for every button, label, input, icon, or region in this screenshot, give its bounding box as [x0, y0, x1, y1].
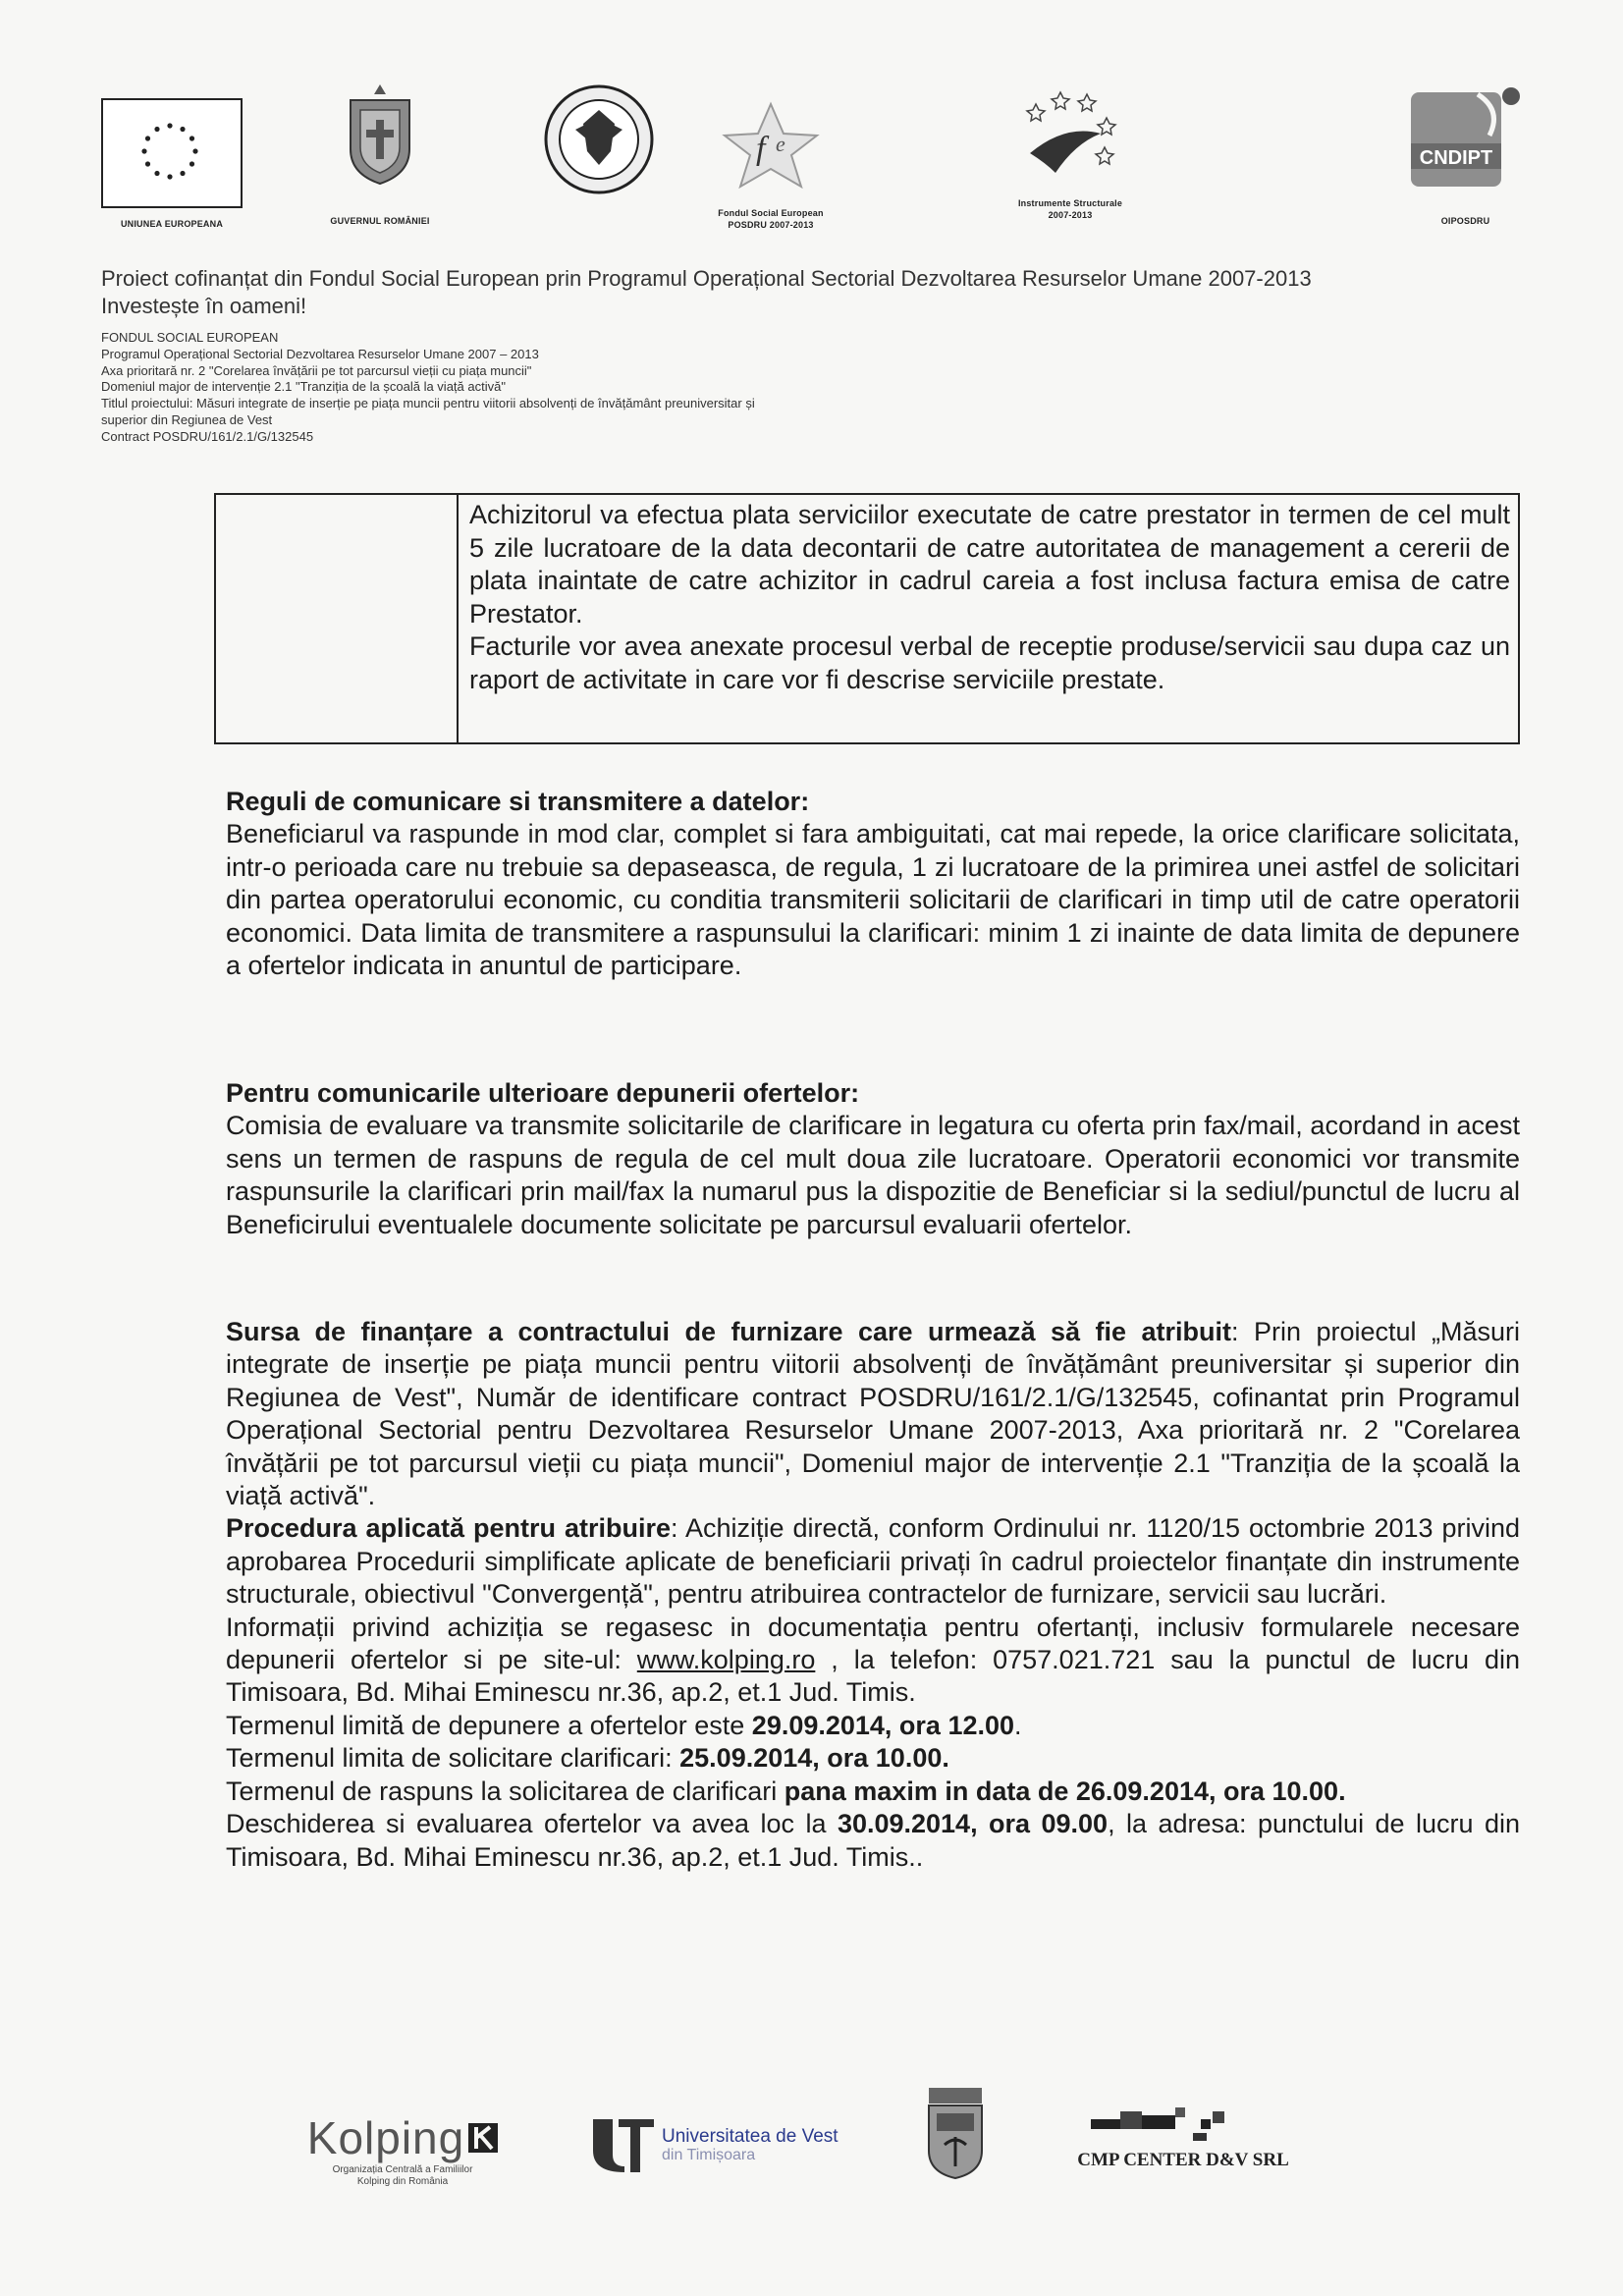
answer-value: pana maxim in data de 26.09.2014, ora 10.00.: [784, 1776, 1346, 1806]
fse-caption: Fondul Social European: [718, 208, 824, 218]
procedure-paragraph: [226, 1512, 1520, 1611]
kolping-subtitle-2: Kolping din România: [356, 2176, 449, 2187]
deadline-paragraph: [226, 1710, 1520, 1742]
procedure-text: : Achiziție directă, conform Ordinului nr. 1120/15 octombrie 2013 privind aprobarea Procedurii simplificate aplicate de beneficiarii privați în cadrul proiectelor finanțate din instrumente structurale, obiectivul "Convergență", pentru atribuirea contractelor de furnizare, servicii sau lucrări.: [226, 1513, 1521, 1610]
detail-line: Contract POSDRU/161/2.1/G/132545: [101, 428, 314, 444]
clarification-paragraph: [226, 1742, 1520, 1775]
funding-paragraph: [226, 1316, 1520, 1512]
deadline-end: .: [1014, 1710, 1022, 1740]
info-text-1: Informații privind achiziția se regasesc in documentația pentru ofertanți, inclusiv formularele necesare depunerii ofertelor si pe site-ul:: [226, 1612, 1520, 1675]
cndipt-logo-icon: [1409, 81, 1522, 189]
answer-paragraph: [226, 1776, 1520, 1808]
later-communication-text: Comisia de evaluare va transmite solicitarile de clarificare in legatura cu oferta prin fax/mail, acordand in acest sens un termen de raspuns de regula de cel mult doua zile lucratoare. Operatorii economici vor transmite raspunsurile la clarificari prin mail/fax la numarul pus la dispozitie de Beneficiar si la sediul/punctul de lucru al Beneficirului eventualele documente solicitate pe parcursul evaluarii ofertelor.: [226, 1111, 1520, 1239]
detail-line: Programul Operațional Sectorial Dezvoltarea Resurselor Umane 2007 – 2013: [101, 346, 539, 361]
gov-logo: [316, 81, 444, 227]
structural-caption-2: 2007-2013: [1048, 210, 1093, 220]
detail-line: FONDUL SOCIAL EUROPEAN: [101, 330, 279, 345]
romania-seal-icon: [540, 81, 658, 198]
payment-terms: Achizitorul va efectua plata serviciilor executate de catre prestator in termen de cel mult 5 zile lucratoare de la data decontarii de catre autoritatea de management a cererii de plata inaintate de catre achizitor in cadrul careia a fost inclusa factura emisa de catre Prestator.: [469, 500, 1510, 629]
eu-caption: UNIUNEA EUROPEANA: [120, 219, 224, 229]
table-right-cell: [469, 499, 1510, 696]
structural-caption: Instrumente Structurale: [1017, 198, 1123, 208]
opening-value: 30.09.2014, ora 09.00: [837, 1809, 1109, 1839]
eu-logo: [98, 98, 245, 230]
later-communication-section: [226, 1077, 1520, 1241]
cndipt-logo: [1409, 81, 1522, 227]
eu-flag-icon: [101, 98, 243, 208]
project-details: [101, 330, 1083, 446]
funding-section: [226, 1316, 1520, 1874]
opening-end: , la adresa: punctului de lucru din Timisoara, Bd. Mihai Eminescu nr.36, ap.2, et.1 Jud. Timis..: [226, 1809, 1521, 1872]
svg-text:f: f: [756, 131, 766, 167]
deadline-label: Termenul limită de depunere a ofertelor este: [226, 1710, 752, 1740]
footer-logos: [285, 2082, 1316, 2190]
detail-line: Titlul proiectului: Măsuri integrate de inserție pe piața muncii pentru viitorii absolvenți de învățământ preuniversitar și: [101, 396, 755, 411]
fse-logo: [687, 100, 854, 231]
info-paragraph: [226, 1612, 1520, 1710]
communication-text: Beneficiarul va raspunde in mod clar, complet si fara ambiguitati, cat mai repede, la orice clarificare solicitata, intr-o perioada care nu trebuie sa depaseasca, de regula, 1 zi lucratoare de la primirea unei astfel de solicitari din partea operatorului economic, cu conditia transmiterii solicitarii de clarificari in timp util de catre operatorii economici. Data limita de transmitere a raspunsului la clarificari: minim 1 zi inainte de data limita de depunere a ofertelor indicata in anuntul de participare.: [226, 819, 1520, 981]
procedure-heading: Procedura aplicată pentru atribuire: [226, 1513, 671, 1544]
answer-label: Termenul de raspuns la solicitarea de clarificari: [226, 1776, 784, 1806]
later-communication-heading: Pentru comunicarile ulterioare depunerii ofertelor:: [226, 1078, 860, 1108]
detail-line: Domeniul major de intervenție 2.1 "Tranziția de la școală la viață activă": [101, 379, 506, 395]
cmp-logo: [1070, 2105, 1296, 2171]
project-header: [101, 265, 1312, 320]
clarification-label: Termenul limita de solicitare clarificari:: [226, 1743, 680, 1774]
table-left-cell: [216, 495, 459, 742]
structural-logo: [977, 84, 1163, 221]
funding-text: : Prin proiectul „Măsuri integrate de inserție pe piața muncii pentru viitorii absolvenți de învățământ preuniversitar și superior din Regiunea de Vest", Număr de identificare contract POSDRU/161/2.1/G/132545, cofinantat prin Programul Operațional Sectorial pentru Dezvoltarea Resurselor Umane 2007-2013, Axa prioritară nr. 2 "Corelarea învățării pe tot parcursul vieții cu piața muncii", Domeniul major de intervenție 2.1 "Tranziția de la școală la viață activă".: [226, 1317, 1520, 1511]
oiposdru-caption: OIPOSDRU: [1440, 216, 1490, 226]
kolping-logo: [285, 2111, 520, 2188]
uvt-logo: [589, 2115, 874, 2176]
uvt-name: Universitatea de Vest: [662, 2126, 839, 2147]
svg-text:e: e: [776, 132, 785, 156]
romanian-coat-of-arms-icon: [341, 81, 419, 187]
payment-table: [214, 493, 1520, 744]
project-line: Proiect cofinanțat din Fondul Social European prin Programul Operațional Sectorial Dezvoltarea Resurselor Umane 2007-2013: [101, 266, 1312, 291]
fse-star-icon: [717, 100, 825, 189]
kolping-wordmark: Kolping: [306, 2112, 465, 2163]
kolping-k-icon: [468, 2123, 498, 2153]
cndipt-logo-text: CNDIPT: [1419, 147, 1493, 169]
website-link[interactable]: www.kolping.ro: [636, 1645, 816, 1675]
school-crest-logo: [925, 2082, 994, 2185]
opening-label: Deschiderea si evaluarea ofertelor va avea loc la: [226, 1809, 838, 1839]
communication-heading: Reguli de comunicare si transmitere a datelor:: [226, 787, 810, 816]
fse-caption-2: POSDRU 2007-2013: [728, 220, 814, 230]
structural-instruments-icon: [1016, 84, 1124, 187]
detail-line: Axa prioritară nr. 2 "Corelarea învățării pe tot parcursul vieții cu piața muncii": [101, 362, 532, 378]
invoice-terms: Facturile vor avea anexate procesul verbal de receptie produse/servicii sau dupa caz un raport de activitate in care vor fi descrise serviciile prestate.: [469, 631, 1510, 694]
gov-caption: GUVERNUL ROMÂNIEI: [330, 216, 430, 226]
uvt-emblem-icon: [589, 2115, 658, 2176]
info-text-2: , la telefon: 0757.021.721 sau la punctul de lucru din Timisoara, Bd. Mihai Eminescu nr.36, ap.2, et.1 Jud. Timis.: [226, 1645, 1520, 1708]
seal-logo: [540, 81, 658, 203]
detail-line: superior din Regiunea de Vest: [101, 411, 273, 427]
slogan: Investește în oameni!: [101, 294, 307, 318]
cmp-blocks-icon: [1085, 2105, 1281, 2145]
school-crest-icon: [925, 2082, 986, 2180]
funding-heading: Sursa de finanțare a contractului de furnizare care urmează să fie atribuit: [226, 1317, 1231, 1346]
opening-paragraph: [226, 1808, 1520, 1874]
cmp-name: CMP CENTER D&V SRL: [1077, 2150, 1289, 2170]
header-logos: [98, 81, 1522, 247]
kolping-subtitle-1: Organizația Centrală a Familiilor: [332, 2164, 473, 2175]
communication-section: [226, 786, 1520, 982]
clarification-value: 25.09.2014, ora 10.00.: [679, 1743, 949, 1774]
uvt-city: din Timișoara: [662, 2147, 756, 2163]
deadline-value: 29.09.2014, ora 12.00: [751, 1710, 1015, 1740]
